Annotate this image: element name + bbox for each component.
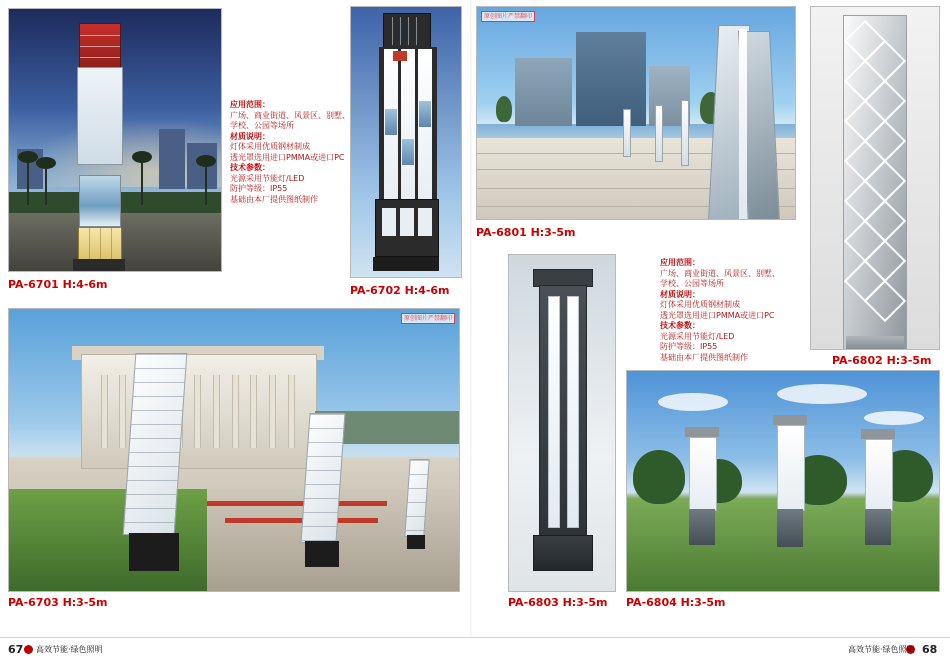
footer-slogan-left: 高效节能·绿色照明: [36, 645, 103, 654]
product-photo-pa-6803: [508, 254, 616, 592]
pylon-top-cap: [773, 415, 807, 425]
light-pylon: [713, 25, 779, 220]
spec-heading: 材质说明：: [660, 289, 700, 299]
spec-line: 基础由本厂提供图纸制作: [230, 194, 318, 204]
footer-slogan-right: 高效节能·绿色照明: [848, 645, 915, 654]
column-light-shaft: [379, 47, 437, 201]
cloud: [658, 393, 728, 411]
pylon-light-panel: [865, 439, 893, 511]
spec-line: 透光罩选用进口PMMA或进口PC: [230, 152, 345, 162]
bollard-light: [533, 269, 591, 569]
palm-tree: [45, 165, 47, 205]
spec-line: 广场、商业街道、风景区、别墅、: [230, 110, 350, 120]
column-top-cap: [383, 13, 431, 49]
footer-bar: [0, 637, 950, 665]
spec-line: 学校、公园等场所: [230, 121, 294, 130]
caption-pa-6702: PA-6702 H:4-6m: [350, 284, 450, 297]
pylon-light-panel: [77, 67, 123, 165]
spec-heading: 材质说明：: [230, 131, 270, 141]
light-pylon: [865, 429, 891, 545]
pylon-lower-shaft: [865, 509, 891, 545]
spec-line: 灯体采用优质钢材制成: [230, 142, 310, 151]
background-building: [576, 32, 646, 125]
palm-tree: [27, 159, 29, 205]
product-photo-pa-6801: [476, 6, 796, 220]
pylon-top-section: [79, 23, 121, 69]
palm-tree: [141, 159, 143, 205]
spec-heading: 技术参数：: [660, 321, 700, 330]
bollard-base: [533, 535, 593, 571]
pylon-light-panel: [777, 425, 805, 511]
lattice-light-column: [843, 15, 907, 350]
spec-heading: 技术参数：: [230, 163, 270, 172]
cloud: [864, 411, 924, 425]
caption-pa-6801: PA-6801 H:3-5m: [476, 226, 576, 239]
light-post: [655, 105, 663, 162]
pylon-base: [407, 535, 425, 549]
product-photo-pa-6702: [350, 6, 462, 278]
spec-block-left: [230, 100, 350, 205]
pylon-top-cap: [861, 429, 895, 439]
government-building: [81, 354, 317, 469]
light-post: [681, 100, 689, 166]
watermark-label: 原创图片严禁翻印: [401, 313, 455, 324]
light-pylon: [71, 23, 127, 259]
tree: [496, 96, 512, 122]
palm-tree: [205, 163, 207, 205]
spec-heading: 应用范围：: [230, 100, 270, 109]
column-red-accent: [393, 51, 407, 61]
pylon-light-panel: [689, 437, 717, 511]
pylon-top-cap: [685, 427, 719, 437]
pylon-lower-shaft: [689, 509, 715, 545]
light-pylon: [689, 427, 715, 545]
pylon-base: [129, 533, 179, 571]
product-photo-pa-6703: [8, 308, 460, 592]
tree: [633, 450, 685, 504]
product-photo-pa-6804: [626, 370, 940, 592]
spec-line: 防护等级：IP55: [230, 184, 288, 193]
product-photo-pa-6802: [810, 6, 940, 350]
spec-line: 灯体采用优质钢材制成: [660, 300, 740, 309]
spec-line: 防护等级：IP55: [660, 342, 718, 351]
cloud: [777, 384, 867, 404]
flower-bed: [207, 501, 387, 506]
caption-pa-6804: PA-6804 H:3-5m: [626, 596, 726, 609]
spec-line: 学校、公园等场所: [660, 279, 724, 288]
pylon-graphic-panel: [79, 175, 121, 227]
watermark-label: 原创图片严禁翻印: [481, 11, 535, 22]
spec-line: 基础由本厂提供图纸制作: [660, 352, 748, 362]
product-photo-pa-6701: [8, 8, 222, 272]
caption-pa-6803: PA-6803 H:3-5m: [508, 596, 608, 609]
caption-pa-6802: PA-6802 H:3-5m: [832, 354, 932, 367]
column-base: [846, 336, 904, 350]
column-base: [373, 257, 439, 271]
pylon-lower-light-panel: [78, 227, 122, 261]
spec-block-right: [660, 258, 780, 363]
pylon-lower-shaft: [777, 509, 803, 547]
background-building: [515, 58, 572, 126]
pylon-base: [305, 541, 339, 567]
bollard-body: [539, 285, 587, 537]
light-pylon: [777, 415, 803, 547]
spec-line: 透光罩选用进口PMMA或进口PC: [660, 310, 775, 320]
light-column: [373, 13, 439, 271]
spec-line: 光源采用节能灯/LED: [660, 331, 735, 341]
background-building: [159, 129, 185, 189]
page-gutter: [470, 0, 472, 636]
spec-heading: 应用范围：: [660, 258, 700, 267]
footer-bullet-left-icon: [24, 645, 33, 654]
pylon-base: [73, 259, 125, 271]
light-post: [623, 109, 631, 158]
page-number-left: 67: [8, 643, 24, 656]
spec-line: 广场、商业街道、风景区、别墅、: [660, 268, 780, 278]
pylon-light-strip: [739, 29, 747, 220]
column-lower-housing: [375, 199, 439, 257]
caption-pa-6701: PA-6701 H:4-6m: [8, 278, 108, 291]
caption-pa-6703: PA-6703 H:3-5m: [8, 596, 108, 609]
lawn: [9, 489, 216, 591]
spec-line: 光源采用节能灯/LED: [230, 173, 305, 183]
page-number-right: 68: [922, 643, 938, 656]
lattice-pattern: [850, 26, 900, 322]
